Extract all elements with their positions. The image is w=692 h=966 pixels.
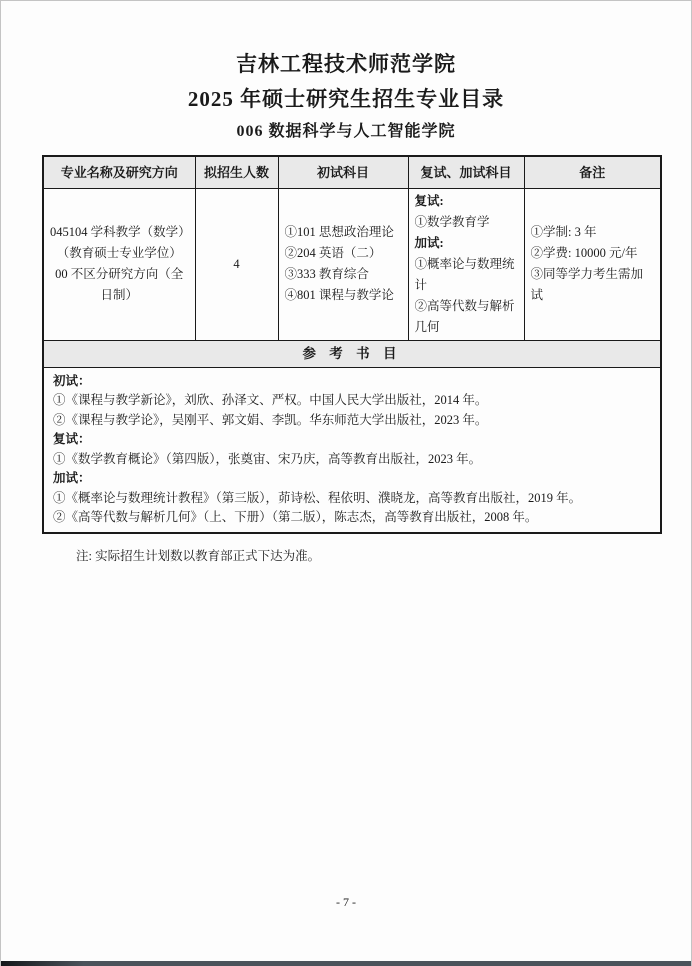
reference-group-label: 复试： [53,432,91,446]
university-title: 吉林工程技术师范学院 [236,52,456,76]
initial-subject-item: ④801 课程与教学论 [284,288,394,302]
page-bottom-edge [1,961,691,966]
col-header-initial-subjects: 初试科目 [278,156,408,188]
col-header-enrollment: 拟招生人数 [195,156,278,188]
table-row [43,188,661,340]
program-degree-line: （教育硕士专业学位） [56,246,182,260]
remark-item: ③同等学力考生需加试 [530,267,644,302]
college-section-title: 006 数据科学与人工智能学院 [236,123,456,140]
col-header-remarks: 备注 [524,156,661,188]
remark-item: ①学制: 3 年 [530,225,597,239]
remark-item: ②学费: 10000 元/年 [530,246,638,260]
reference-group-label: 初试： [53,373,91,388]
reference-item: ②《高等代数与解析几何》（上、下册）（第二版），陈志杰，高等教育出版社，2008 年。 [53,510,538,524]
initial-subject-item: ②204 英语（二） [284,246,382,260]
retest-item: ①数学教育学 [414,214,490,229]
retest-label: 复试: [414,193,444,208]
cell-remarks [524,188,661,340]
reference-item: ①《数学教育概论》（第四版），张奠宙、宋乃庆，高等教育出版社，2023 年。 [53,451,482,466]
program-code-line: 045104 学科教学（数学） [50,225,191,239]
footnote: 注: 实际招生计划数以教育部正式下达为准。 [76,548,321,563]
reference-body-row [43,367,661,533]
col-header-retest-subjects: 复试、加试科目 [408,156,524,188]
cell-program [43,188,195,340]
admissions-table [42,155,662,534]
additional-test-item: ①概率论与数理统计 [414,256,515,292]
table-header-row [43,156,661,188]
additional-test-label: 加试: [414,235,444,250]
cell-retest-subjects [408,188,524,340]
catalog-title: 2025 年硕士研究生招生专业目录 [187,87,505,111]
reference-books-content [43,367,661,533]
program-direction-line: 00 不区分研究方向（全日制） [55,267,184,302]
col-header-program: 专业名称及研究方向 [43,156,195,188]
cell-enrollment: 4 [195,188,278,340]
reference-group-label: 加试： [53,471,91,485]
cell-initial-subjects [278,188,408,340]
initial-subject-item: ③333 教育综合 [284,267,369,281]
additional-test-item: ②高等代数与解析几何 [414,298,515,334]
reference-books-header: 参 考 书 目 [43,340,661,367]
initial-subject-item: ①101 思想政治理论 [284,225,394,239]
reference-item: ②《课程与教学论》，吴刚平、郭文娟、李凯。华东师范大学出版社，2023 年。 [53,412,488,427]
page-number: - 7 - [336,895,356,909]
reference-item: ①《课程与教学新论》，刘欣、孙泽文、严权。中国人民大学出版社，2014 年。 [53,393,488,407]
reference-item: ①《概率论与数理统计教程》（第三版），茆诗松、程依明、濮晓龙，高等教育出版社，2019 年。 [53,490,582,505]
reference-header-row [43,340,661,367]
